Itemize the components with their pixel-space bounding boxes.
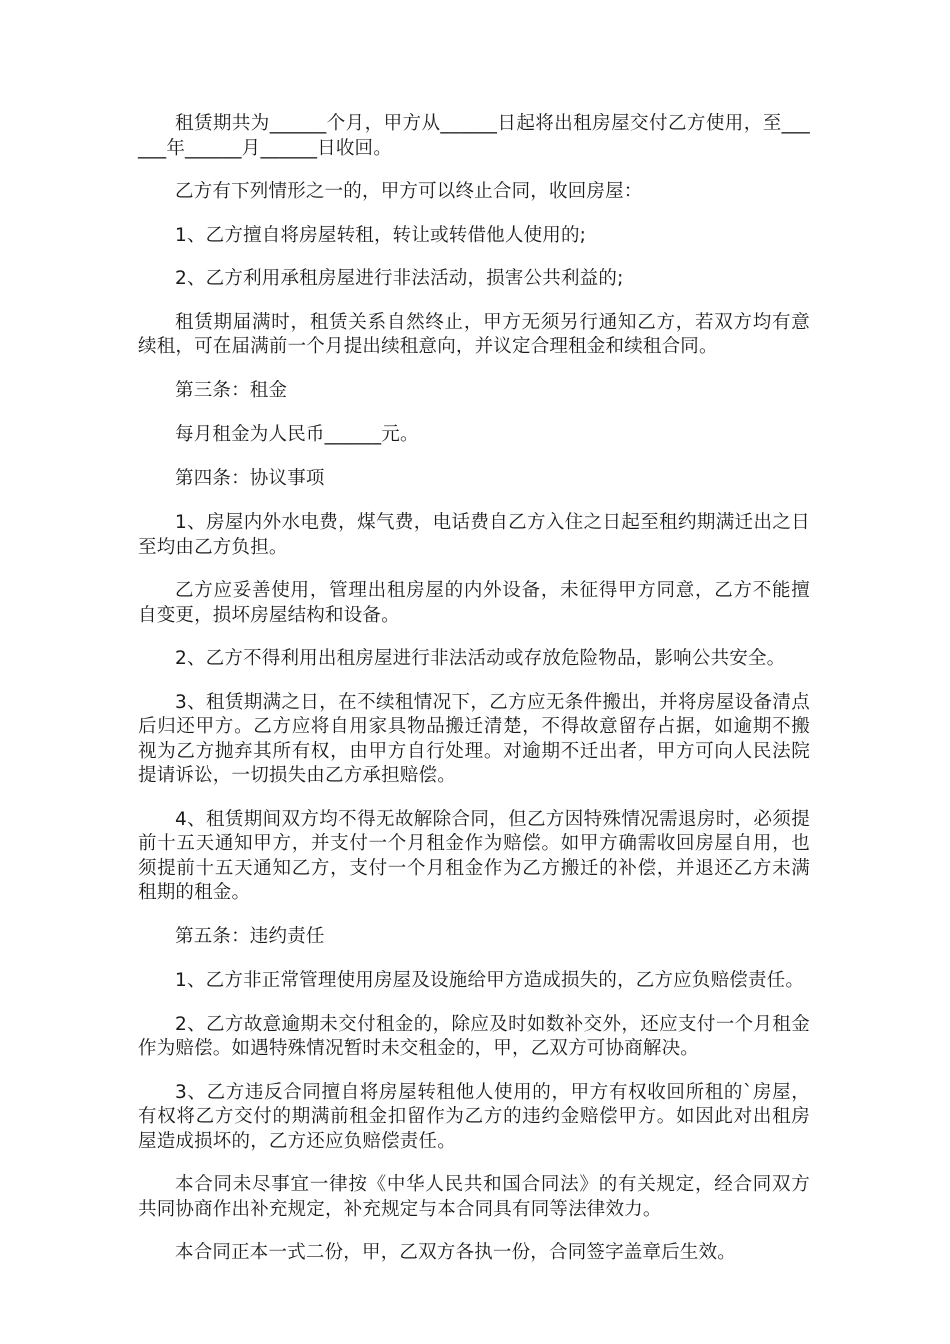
paragraph-termination-item-2: 2、乙方利用承租房屋进行非法活动，损害公共利益的;: [175, 268, 624, 289]
heading-article-5-liability: 第五条：违约责任: [175, 925, 325, 947]
paragraph-lease-term: 租赁期共为______个月，甲方从______日起将出租房屋交付乙方使用，至______年______月______日收回。: [138, 113, 810, 159]
paragraph-equipment-care: 乙方应妥善使用，管理出租房屋的内外设备，未征得甲方同意，乙方不能擅自变更，损坏房屋结构和设备。: [138, 580, 810, 626]
paragraph-termination-item-1: 1、乙方擅自将房屋转租，转让或转借他人使用的;: [175, 224, 587, 246]
paragraph-liability-item-2: 2、乙方故意逾期未交付租金的，除应及时如数补交外，还应支付一个月租金作为赔偿。如遇特殊情况暂时未交租金的，甲，乙双方可协商解决。: [138, 1013, 810, 1059]
paragraph-lease-expiry: 租赁期届满时，租赁关系自然终止，甲方无须另行通知乙方，若双方均有意续租，可在届满前一个月提出续租意向，并议定合理租金和续租合同。: [138, 311, 810, 357]
paragraph-liability-item-1: 1、乙方非正常管理使用房屋及设施给甲方造成损失的，乙方应负赔偿责任。: [175, 970, 805, 991]
paragraph-copies-effective: 本合同正本一式二份，甲，乙双方各执一份，合同签字盖章后生效。: [175, 1242, 737, 1263]
paragraph-agreement-item-2: 2、乙方不得利用出租房屋进行非法活动或存放危险物品，影响公共安全。: [175, 648, 786, 669]
paragraph-supplementary-provisions: 本合同未尽事宜一律按《中华人民共和国合同法》的有关规定，经合同双方共同协商作出补充规定，补充规定与本合同具有同等法律效力。: [138, 1174, 810, 1220]
document-body: [138, 112, 810, 1285]
heading-article-3-rent: 第三条：租金: [175, 379, 288, 401]
paragraph-agreement-item-3: 3、租赁期满之日，在不续租情况下，乙方应无条件搬出，并将房屋设备清点后归还甲方。乙方应将自用家具物品搬迁清楚，不得故意留存占据，如逾期不搬视为乙方抛弃其所有权，由甲方自行处理。对逾期不迁出者，甲方可向人民法院提请诉讼，一切损失由乙方承担赔偿。: [138, 691, 810, 786]
paragraph-agreement-item-1: 1、房屋内外水电费，煤气费，电话费自乙方入住之日起至租约期满迁出之日至均由乙方负担。: [138, 512, 810, 558]
paragraph-agreement-item-4: 4、租赁期间双方均不得无故解除合同，但乙方因特殊情况需退房时，必须提前十五天通知甲方，并支付一个月租金作为赔偿。如甲方确需收回房屋自用，也须提前十五天通知乙方，支付一个月租金作为乙方搬迁的补偿，并退还乙方未满租期的租金。: [138, 808, 810, 903]
heading-article-4-agreement: 第四条：协议事项: [175, 467, 325, 489]
paragraph-monthly-rent: 每月租金为人民币______元。: [175, 424, 419, 445]
paragraph-termination-conditions: 乙方有下列情形之一的，甲方可以终止合同，收回房屋：: [175, 181, 643, 202]
paragraph-liability-item-3: 3、乙方违反合同擅自将房屋转租他人使用的，甲方有权收回所租的`房屋，有权将乙方交付的期满前租金扣留作为乙方的违约金赔偿甲方。如因此对出租房屋造成损坏的，乙方还应负赔偿责任。: [138, 1081, 810, 1152]
